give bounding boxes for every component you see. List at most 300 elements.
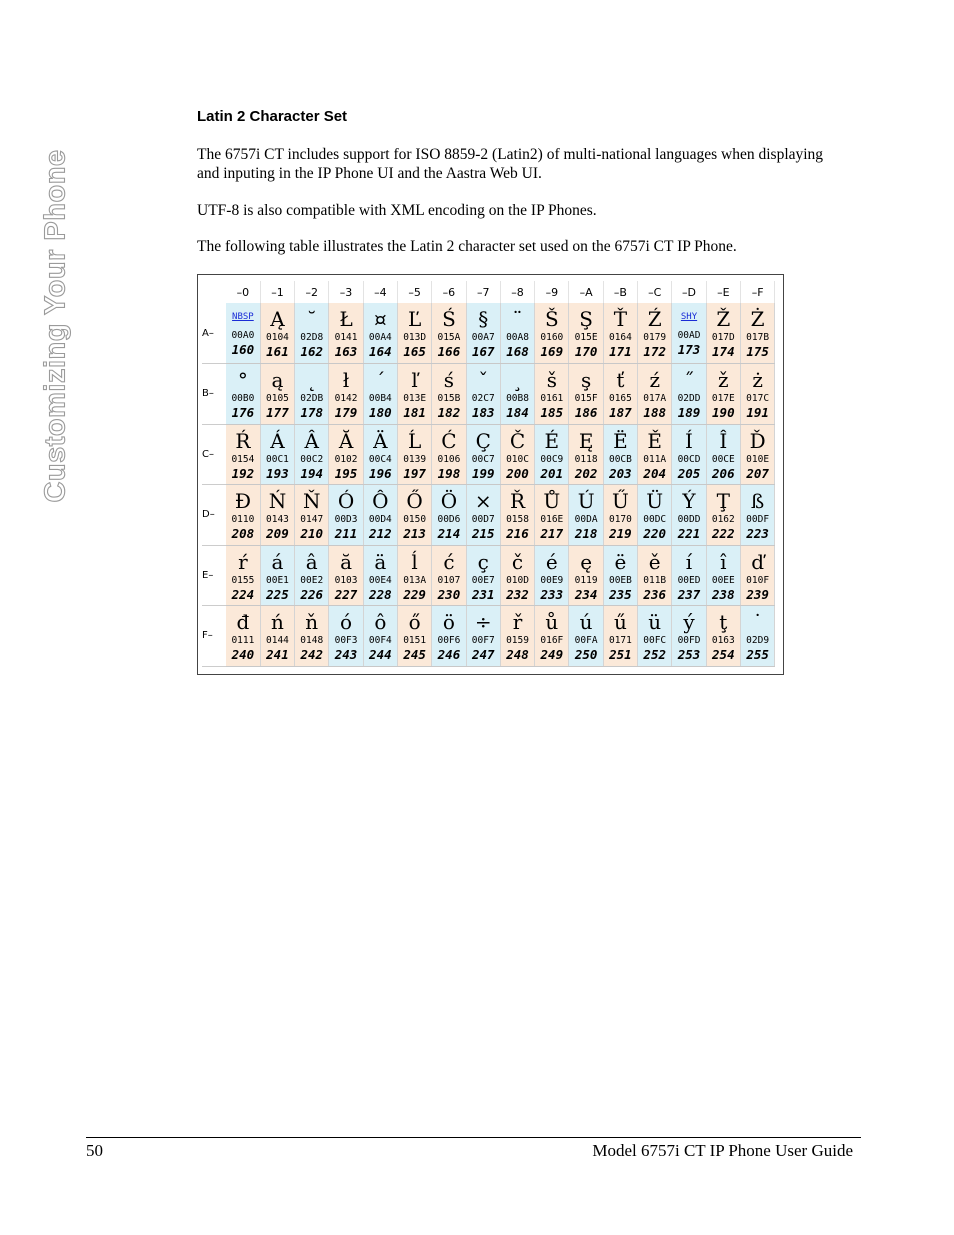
- character-cell: [569, 424, 603, 485]
- decimal-code: 196: [369, 465, 392, 481]
- character-glyph: Â: [304, 428, 319, 453]
- character-cell: [363, 303, 397, 364]
- character-cell: [740, 424, 774, 485]
- decimal-code: 224: [231, 586, 255, 602]
- character-glyph: ĺ: [411, 549, 418, 574]
- character-glyph: ľ: [411, 368, 418, 392]
- table-row: [202, 364, 775, 425]
- hex-code: 00C9: [540, 453, 564, 465]
- character-glyph: Ż: [750, 307, 765, 331]
- row-header: C–: [202, 424, 226, 485]
- character-cell: [329, 303, 363, 364]
- decimal-code: 221: [677, 526, 701, 541]
- character-glyph: í: [685, 549, 693, 574]
- character-glyph: Ł: [339, 307, 353, 331]
- character-glyph: ď: [751, 549, 764, 574]
- character-cell: [226, 545, 260, 606]
- character-cell: [397, 364, 431, 425]
- decimal-code: 176: [231, 405, 255, 420]
- character-glyph: Î: [719, 428, 728, 453]
- character-glyph: ł: [342, 368, 350, 392]
- character-cell: [295, 485, 329, 546]
- hex-code: 00B8: [506, 393, 529, 404]
- column-header: –C: [638, 281, 672, 303]
- character-glyph: Ś: [442, 307, 456, 331]
- character-glyph: ˘: [306, 307, 317, 331]
- decimal-code: 213: [403, 526, 426, 541]
- column-header: –F: [740, 281, 774, 303]
- hex-code: 00A8: [506, 332, 529, 343]
- character-cell: [329, 606, 363, 667]
- hex-code: 00B4: [368, 393, 392, 404]
- character-cell: [740, 606, 774, 667]
- character-cell: [500, 424, 534, 485]
- hex-code: 0148: [300, 635, 324, 646]
- decimal-code: 215: [471, 526, 495, 541]
- character-cell: [295, 303, 329, 364]
- character-glyph: Ź: [647, 307, 662, 331]
- hex-code: 00E9: [540, 574, 564, 586]
- decimal-code: 203: [609, 465, 632, 481]
- character-cell: [740, 545, 774, 606]
- hex-code: 0118: [574, 453, 598, 465]
- character-cell: [672, 545, 706, 606]
- character-cell: [638, 364, 672, 425]
- decimal-code: 168: [506, 344, 529, 359]
- character-cell: [638, 303, 672, 364]
- character-glyph: Ö: [440, 489, 458, 513]
- character-cell: [397, 303, 431, 364]
- character-cell: [672, 606, 706, 667]
- row-header: A–: [202, 303, 226, 364]
- hex-code: 00CD: [677, 453, 701, 465]
- character-glyph: ¨: [512, 307, 523, 331]
- hex-code: 0160: [540, 332, 564, 343]
- decimal-code: 175: [746, 344, 769, 359]
- character-cell: [363, 424, 397, 485]
- character-cell: [260, 364, 294, 425]
- hex-code: 00D4: [368, 514, 392, 525]
- hex-code: 0161: [540, 393, 564, 404]
- character-cell: [535, 606, 569, 667]
- character-cell: [397, 606, 431, 667]
- decimal-code: 244: [369, 647, 392, 662]
- character-cell: [535, 485, 569, 546]
- character-glyph: Ç: [475, 428, 491, 453]
- control-char-link[interactable]: SHY: [680, 312, 698, 322]
- hex-code: 0119: [574, 574, 598, 586]
- hex-code: 0102: [334, 453, 358, 465]
- decimal-code: 211: [334, 526, 358, 541]
- hex-code: 00FA: [574, 635, 598, 646]
- hex-code: 016F: [540, 635, 564, 646]
- decimal-code: 204: [643, 465, 666, 481]
- character-glyph: Ţ: [716, 489, 730, 513]
- character-glyph: Ü: [646, 489, 664, 513]
- decimal-code: 245: [403, 647, 426, 662]
- character-cell: [363, 606, 397, 667]
- character-cell: [432, 485, 466, 546]
- decimal-code: 234: [574, 586, 598, 602]
- character-cell: [226, 485, 260, 546]
- footer-rule: [86, 1137, 861, 1138]
- hex-code: 00F6: [437, 635, 461, 646]
- decimal-code: 202: [574, 465, 598, 481]
- character-glyph: Ő: [406, 489, 423, 513]
- hex-code: 0111: [231, 635, 255, 646]
- hex-code: 00F3: [334, 635, 358, 646]
- decimal-code: 248: [506, 647, 529, 662]
- character-glyph: Ď: [749, 428, 766, 453]
- hex-code: 00A7: [471, 332, 495, 343]
- character-glyph: ű: [613, 610, 627, 634]
- hex-code: 0147: [300, 514, 324, 525]
- decimal-code: 214: [437, 526, 461, 541]
- hex-code: 0164: [608, 332, 632, 343]
- decimal-code: 165: [403, 344, 426, 359]
- character-cell: [603, 545, 637, 606]
- character-glyph: Ě: [647, 428, 663, 453]
- character-glyph: ŕ: [238, 549, 248, 574]
- decimal-code: 253: [677, 647, 701, 662]
- decimal-code: 219: [609, 526, 632, 541]
- character-glyph: č: [511, 549, 524, 574]
- character-cell: [432, 424, 466, 485]
- character-glyph: ş: [580, 368, 592, 392]
- character-glyph: Ŕ: [235, 428, 251, 453]
- character-cell: [706, 485, 740, 546]
- row-header: D–: [202, 485, 226, 546]
- decimal-code: 216: [506, 526, 529, 541]
- hex-code: 0141: [334, 332, 358, 343]
- character-cell: [295, 606, 329, 667]
- table-row: [202, 303, 775, 364]
- character-cell: [500, 364, 534, 425]
- character-glyph: ë: [614, 549, 627, 574]
- decimal-code: 177: [266, 405, 289, 420]
- decimal-code: 171: [609, 344, 632, 359]
- decimal-code: 178: [300, 405, 324, 420]
- character-glyph: ö: [442, 610, 455, 634]
- character-cell: [329, 545, 363, 606]
- hex-code: 0110: [231, 514, 255, 525]
- hex-code: 00CB: [608, 453, 632, 465]
- section-title: Latin 2 Character Set: [197, 108, 348, 125]
- character-glyph: Ý: [682, 489, 696, 513]
- character-cell: [500, 303, 534, 364]
- decimal-code: 243: [334, 647, 358, 662]
- decimal-code: 239: [746, 586, 769, 602]
- character-cell: [706, 303, 740, 364]
- character-cell: [603, 364, 637, 425]
- decimal-code: 241: [266, 647, 289, 662]
- column-header: –1: [260, 281, 294, 303]
- decimal-code: 233: [540, 586, 564, 602]
- hex-code: 0139: [403, 453, 427, 465]
- character-cell: [260, 424, 294, 485]
- character-glyph: ř: [512, 610, 523, 634]
- character-cell: [363, 364, 397, 425]
- hex-code: 00D3: [334, 514, 358, 525]
- decimal-code: 166: [437, 344, 461, 359]
- character-glyph: ă: [340, 549, 352, 574]
- hex-code: 00DD: [677, 514, 701, 525]
- hex-code: 0163: [711, 635, 735, 646]
- character-glyph: ¤: [373, 307, 387, 331]
- character-glyph: ţ: [719, 610, 728, 634]
- side-tab-label: Customizing Your Phone: [39, 148, 72, 503]
- character-glyph: Ř: [509, 489, 526, 513]
- hex-code: 00EB: [608, 574, 632, 586]
- character-cell: [295, 364, 329, 425]
- character-glyph: Š: [544, 307, 559, 331]
- table-row: [202, 424, 775, 485]
- hex-code: 017D: [711, 332, 735, 343]
- column-header-row: [202, 281, 775, 303]
- hex-code: 00FC: [643, 635, 667, 646]
- hex-code: 00EE: [711, 574, 735, 586]
- character-glyph: Ä: [373, 428, 388, 453]
- character-cell: [466, 545, 500, 606]
- column-header: –8: [500, 281, 534, 303]
- character-glyph: Ó: [337, 489, 355, 513]
- character-glyph: Ă: [338, 428, 354, 453]
- hex-code: 00DF: [746, 514, 770, 525]
- character-cell: [260, 303, 294, 364]
- column-header: –4: [363, 281, 397, 303]
- decimal-code: 198: [437, 465, 461, 481]
- character-glyph: Č: [509, 428, 526, 453]
- hex-code: 00F4: [368, 635, 392, 646]
- decimal-code: 192: [231, 465, 255, 481]
- decimal-code: 169: [540, 344, 564, 359]
- character-cell: [500, 545, 534, 606]
- decimal-code: 230: [437, 586, 461, 602]
- decimal-code: 201: [540, 465, 564, 481]
- hex-code: 0144: [266, 635, 289, 646]
- hex-code: 00E2: [300, 574, 324, 586]
- character-glyph: ´: [375, 368, 386, 392]
- decimal-code: 181: [403, 405, 426, 420]
- character-cell: [706, 424, 740, 485]
- character-cell: [706, 606, 740, 667]
- character-glyph: ¸: [512, 368, 523, 392]
- character-glyph: °: [237, 368, 248, 392]
- character-cell: [260, 606, 294, 667]
- hex-code: 0142: [334, 393, 358, 404]
- hex-code: 0162: [711, 514, 735, 525]
- control-char-link[interactable]: NBSP: [232, 312, 254, 322]
- character-cell: [672, 485, 706, 546]
- hex-code: 010C: [506, 453, 529, 465]
- character-glyph: ą: [271, 368, 284, 392]
- decimal-code: 223: [746, 526, 769, 541]
- character-cell: [295, 545, 329, 606]
- hex-code: 00E4: [368, 574, 392, 586]
- utf8-paragraph: UTF-8 is also compatible with XML encoding on the IP Phones.: [197, 202, 597, 219]
- character-cell: [740, 485, 774, 546]
- decimal-code: 195: [334, 465, 358, 481]
- decimal-code: 180: [369, 405, 392, 420]
- decimal-code: 161: [266, 344, 289, 359]
- column-header: –E: [706, 281, 740, 303]
- character-cell: [466, 424, 500, 485]
- decimal-code: 188: [643, 405, 666, 420]
- character-glyph: ź: [649, 368, 660, 392]
- character-cell: [603, 303, 637, 364]
- hex-code: 015F: [574, 393, 598, 404]
- hex-code: 0105: [266, 393, 289, 404]
- character-glyph: š: [546, 368, 557, 392]
- character-cell: [226, 424, 260, 485]
- decimal-code: 164: [369, 344, 392, 359]
- hex-code: 010F: [746, 574, 770, 586]
- decimal-code: 170: [574, 344, 598, 359]
- hex-code: 0155: [231, 574, 255, 586]
- character-glyph: ß: [750, 489, 765, 513]
- decimal-code: 222: [712, 526, 735, 541]
- character-glyph: ż: [752, 368, 763, 392]
- hex-code: 00C1: [266, 453, 289, 465]
- decimal-code: 162: [300, 344, 324, 359]
- character-glyph: ú: [579, 610, 593, 634]
- character-glyph: ů: [545, 610, 559, 634]
- character-glyph: ť: [616, 368, 625, 392]
- character-glyph: ó: [340, 610, 353, 634]
- character-glyph: ň: [305, 610, 319, 634]
- row-header: B–: [202, 364, 226, 425]
- hex-code: 00FD: [677, 635, 701, 646]
- character-glyph: ć: [443, 549, 455, 574]
- decimal-code: 217: [540, 526, 564, 541]
- character-glyph: Í: [685, 428, 693, 453]
- decimal-code: 194: [300, 465, 324, 481]
- hex-code: 0158: [506, 514, 529, 525]
- hex-code: 0103: [334, 574, 358, 586]
- hex-code: 00C2: [300, 453, 324, 465]
- decimal-code: 238: [712, 586, 735, 602]
- character-glyph: Ş: [579, 307, 593, 331]
- character-cell: [638, 606, 672, 667]
- hex-code: 013E: [403, 393, 427, 404]
- decimal-code: 220: [643, 526, 666, 541]
- character-cell: [535, 424, 569, 485]
- character-cell: [466, 303, 500, 364]
- hex-code: 00C4: [368, 453, 392, 465]
- hex-code: 00DA: [574, 514, 598, 525]
- column-header: –A: [569, 281, 603, 303]
- character-cell: [466, 606, 500, 667]
- character-cell: [638, 485, 672, 546]
- decimal-code: 247: [471, 647, 495, 662]
- decimal-code: 235: [609, 586, 632, 602]
- table-row: [202, 485, 775, 546]
- character-cell: [603, 606, 637, 667]
- row-header: F–: [202, 606, 226, 667]
- hex-code: 02D8: [300, 332, 324, 343]
- hex-code: 013A: [403, 574, 427, 586]
- decimal-code: 179: [334, 405, 358, 420]
- character-glyph: ń: [271, 610, 284, 634]
- decimal-code: 167: [471, 344, 495, 359]
- decimal-code: 160: [231, 342, 255, 357]
- character-glyph: Ę: [578, 428, 594, 453]
- hex-code: 017A: [643, 393, 667, 404]
- hex-code: 02D9: [746, 635, 770, 646]
- decimal-code: 187: [609, 405, 632, 420]
- column-header: –5: [397, 281, 431, 303]
- character-glyph: É: [544, 428, 560, 453]
- character-cell: [226, 606, 260, 667]
- decimal-code: 208: [231, 526, 255, 541]
- guide-title: Model 6757i CT IP Phone User Guide: [592, 1141, 853, 1160]
- page-number: 50: [86, 1141, 103, 1160]
- character-glyph: Ë: [613, 428, 628, 453]
- character-glyph: Ű: [611, 489, 629, 513]
- character-glyph: ę: [580, 549, 593, 574]
- character-cell: [295, 424, 329, 485]
- character-glyph: ×: [474, 489, 492, 513]
- hex-code: 0150: [403, 514, 427, 525]
- character-cell: [535, 545, 569, 606]
- character-glyph: ž: [718, 368, 729, 392]
- character-glyph: ä: [374, 549, 387, 574]
- decimal-code: 186: [574, 405, 598, 420]
- hex-code: 02C7: [471, 393, 495, 404]
- hex-code: 0107: [437, 574, 461, 586]
- decimal-code: 254: [712, 647, 735, 662]
- decimal-code: 191: [746, 405, 769, 420]
- intro-paragraph: The 6757i CT includes support for ISO 8859-2 (Latin2) of multi-national languages when displaying and inputing in the IP Phone UI and the Aastra Web UI.: [197, 146, 824, 182]
- column-header: –0: [226, 281, 260, 303]
- character-glyph: ś: [443, 368, 455, 392]
- decimal-code: 193: [266, 465, 289, 481]
- character-cell: [260, 485, 294, 546]
- character-cell: [569, 303, 603, 364]
- hex-code: 017C: [746, 393, 770, 404]
- decimal-code: 229: [403, 586, 426, 602]
- character-cell: [740, 303, 774, 364]
- hex-code: 00AD: [677, 330, 701, 341]
- character-cell: [466, 364, 500, 425]
- character-glyph: §: [478, 307, 489, 331]
- character-set-chart: [197, 274, 784, 675]
- decimal-code: 189: [677, 405, 701, 420]
- column-header: –9: [535, 281, 569, 303]
- hex-code: 0165: [608, 393, 632, 404]
- character-cell: [466, 485, 500, 546]
- column-header: –D: [672, 281, 706, 303]
- character-cell: [569, 364, 603, 425]
- character-cell: [500, 485, 534, 546]
- character-cell: [740, 364, 774, 425]
- hex-code: 0151: [403, 635, 427, 646]
- table-intro-paragraph: The following table illustrates the Latin 2 character set used on the 6757i CT IP Phone.: [197, 238, 737, 255]
- character-cell: [363, 545, 397, 606]
- character-cell: [329, 364, 363, 425]
- decimal-code: 246: [437, 647, 461, 662]
- decimal-code: 184: [506, 405, 529, 420]
- character-glyph: ě: [648, 549, 661, 574]
- hex-code: 0159: [506, 635, 529, 646]
- character-cell: [226, 303, 260, 364]
- character-cell: [226, 364, 260, 425]
- character-glyph: Ň: [302, 489, 321, 513]
- character-cell: [603, 424, 637, 485]
- character-glyph: é: [545, 549, 558, 574]
- decimal-code: 173: [677, 342, 701, 357]
- hex-code: 00D6: [437, 514, 461, 525]
